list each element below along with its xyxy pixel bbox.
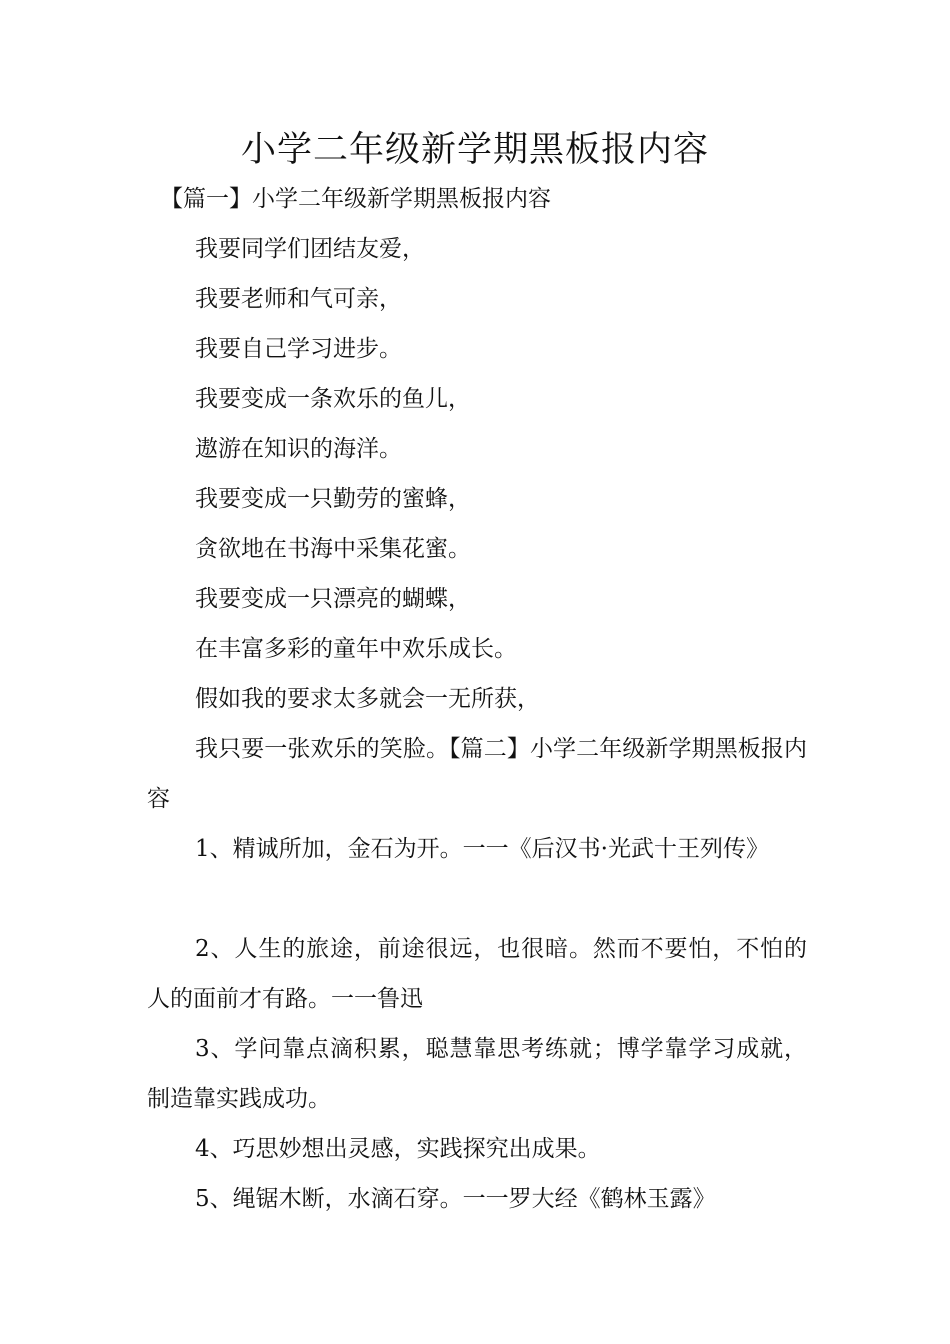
quote-item: 5、绳锯木断，水滴石穿。一一罗大经《鹤林玉露》 <box>195 1186 716 1212</box>
quote-item: 1、精诚所加，金石为开。一一《后汉书·光武十王列传》 <box>195 836 769 862</box>
quote-item: 3、学问靠点滴积累，聪慧靠思考练就；博学靠学习成就，制造靠实践成功。 <box>147 1036 807 1112</box>
poem-line: 遨游在知识的海洋。 <box>195 436 402 462</box>
section-heading: 【篇一】小学二年级新学期黑板报内容 <box>160 186 551 212</box>
transition-paragraph: 我只要一张欢乐的笑脸。【篇二】小学二年级新学期黑板报内容 <box>147 736 807 812</box>
poem-line: 贪欲地在书海中采集花蜜。 <box>195 536 471 562</box>
poem-line: 我要自己学习进步。 <box>195 336 402 362</box>
quote-item: 4、巧思妙想出灵感，实践探究出成果。 <box>195 1136 601 1162</box>
poem-line: 假如我的要求太多就会一无所获， <box>195 686 540 712</box>
poem-line: 我要老师和气可亲， <box>195 286 402 312</box>
poem-line: 在丰富多彩的童年中欢乐成长。 <box>195 636 517 662</box>
poem-line: 我要变成一只勤劳的蜜蜂， <box>195 486 471 512</box>
document-title: 小学二年级新学期黑板报内容 <box>240 130 709 170</box>
quote-item: 2、人生的旅途，前途很远，也很暗。然而不要怕，不怕的人的面前才有路。一一鲁迅 <box>147 936 807 1012</box>
poem-line: 我要变成一条欢乐的鱼儿， <box>195 386 471 412</box>
poem-line: 我要同学们团结友爱， <box>195 236 425 262</box>
poem-line: 我要变成一只漂亮的蝴蝶， <box>195 586 471 612</box>
